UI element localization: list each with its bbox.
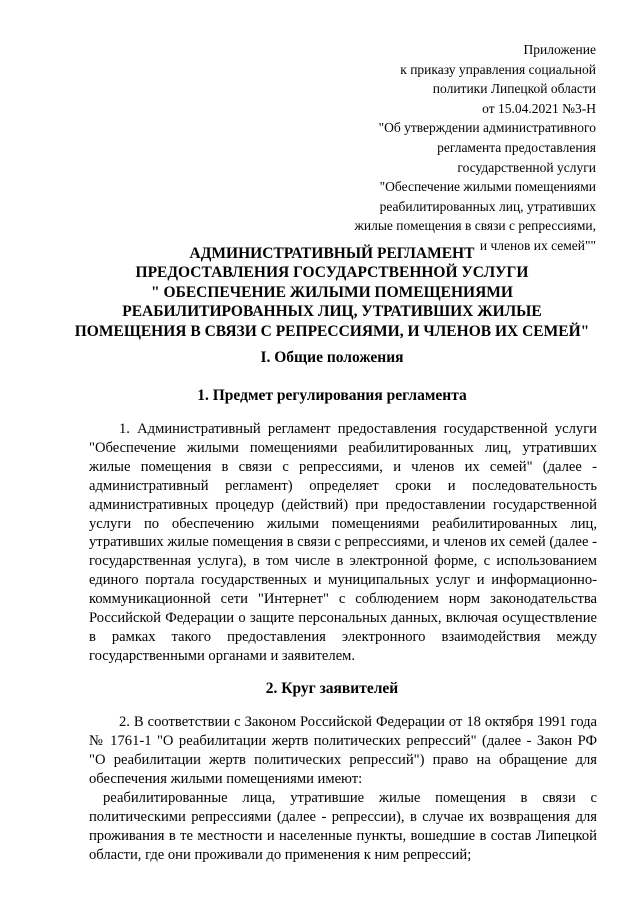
appendix-line: реабилитированных лиц, утративших (379, 198, 596, 214)
title-line: АДМИНИСТРАТИВНЫЙ РЕГЛАМЕНТ (189, 245, 475, 262)
subsection-heading-applicants: 2. Круг заявителей (265, 680, 399, 697)
appendix-line: государственной услуги (457, 159, 596, 175)
title-line: РЕАБИЛИТИРОВАННЫХ ЛИЦ, УТРАТИВШИХ ЖИЛЫЕ (122, 303, 542, 321)
subsection-heading-subject: 1. Предмет регулирования регламента (197, 387, 467, 404)
section-heading-general: I. Общие положения (260, 349, 404, 366)
appendix-line: жилые помещения в связи с репрессиями, (354, 218, 596, 234)
appendix-line: к приказу управления социальной (400, 61, 596, 77)
title-line: ПРЕДОСТАВЛЕНИЯ ГОСУДАРСТВЕННОЙ УСЛУГИ (135, 264, 529, 282)
appendix-line: политики Липецкой области (432, 81, 596, 97)
appendix-line: от 15.04.2021 №3-Н (482, 100, 596, 116)
title-line: " ОБЕСПЕЧЕНИЕ ЖИЛЫМИ ПОМЕЩЕНИЯМИ (151, 283, 513, 301)
document-title (62, 244, 602, 341)
appendix-block (256, 40, 596, 256)
title-line: ПОМЕЩЕНИЯ В СВЯЗИ С РЕПРЕССИЯМИ, И ЧЛЕНОВ ИХ СЕМЕЙ" (74, 322, 590, 340)
appendix-line: регламента предоставления (437, 139, 596, 155)
appendix-line: "Обеспечение жилыми помещениями (379, 179, 596, 195)
paragraph-applicants-rehabilitated: реабилитированные лица, утратившие жилые помещения в связи с политическими репрессиями (далее - репрессии), в случае их возвращения для проживания в те местности и населенные пункты, вошедшие в состав Липецкой области, где они проживали до применения к ним репрессий; (89, 790, 597, 863)
appendix-line: Приложение (523, 42, 596, 57)
paragraph-subject: 1. Административный регламент предоставления государственной услуги "Обеспечение жилыми помещениями реабилитированных лиц, утративших жилые помещения в связи с репрессиями, и членов их семей" (далее - административный регламент) определяет сроки и последовательность административных процедур (действий) при предоставлении государственной услуги по обеспечению жилыми помещениями реабилитированных лиц, утративших жилые помещения в связи с репрессиями, и членов их семей (далее - государственная услуга), в том числе в электронной форме, с использованием единого портала государственных и муниципальных услуг и информационно-коммуникационной сети "Интернет" с соблюдением норм законодательства Российской Федерации о защите персональных данных, включая осуществление в рамках такого предоставления электронного взаимодействия между государственными органами и заявителем. (89, 421, 597, 664)
appendix-line: и членов их семей"" (479, 237, 596, 253)
appendix-line: "Об утверждении административного (378, 120, 596, 136)
paragraph-applicants-law: 2. В соответствии с Законом Российской Федерации от 18 октября 1991 года № 1761-1 "О реабилитации жертв политических репрессий" (далее - Закон РФ "О реабилитации жертв политических репрессий") право на обращение для обеспечения жилыми помещениями имеют: (89, 714, 597, 787)
